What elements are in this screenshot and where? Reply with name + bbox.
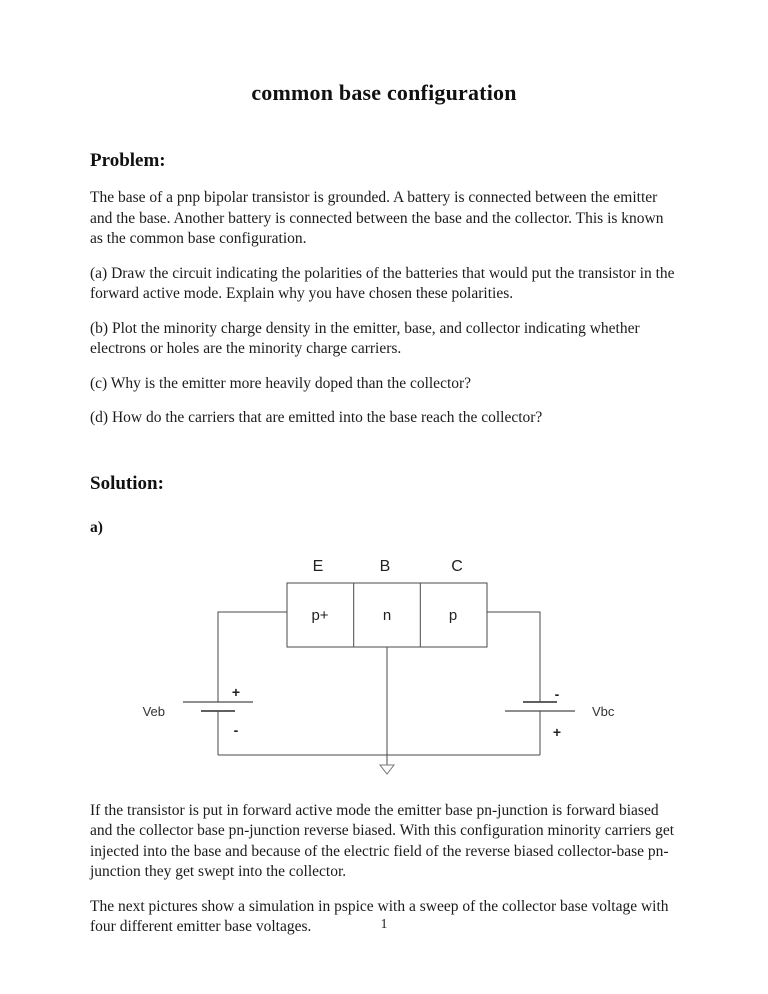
problem-intro: The base of a pnp bipolar transistor is grounded. A battery is connected between the emitter and the base. Another battery is connected between the base and the collector. This is known as the common base configuration. xyxy=(90,189,664,247)
right-battery-label: Vbc xyxy=(592,703,615,719)
problem-part-b: (b) Plot the minority charge density in the emitter, base, and collector indicating whether electrons or holes are the minority charge carriers. xyxy=(90,319,640,357)
solution-heading: Solution: xyxy=(90,472,164,494)
left-battery-label: Veb xyxy=(142,703,165,719)
page-number: 1 xyxy=(380,916,388,931)
problem-part-c: (c) Why is the emitter more heavily doped than the collector? xyxy=(90,374,472,392)
solution-part-a-label: a) xyxy=(90,518,103,536)
terminal-label-emitter: E xyxy=(312,557,324,575)
document-title: common base configuration xyxy=(251,80,517,105)
terminal-label-collector: C xyxy=(451,557,463,575)
region-label-base: n xyxy=(382,606,392,624)
emitter-wire xyxy=(218,612,287,702)
region-label-collector: p xyxy=(448,606,458,624)
solution-explanation: If the transistor is put in forward active mode the emitter base pn-junction is forward biased and the collector base pn-junction reverse biased. With this configuration minority carriers get injected into the base and because of the electric field of the reverse biased collector-base pn-junction they get swept into the collector. xyxy=(90,801,675,880)
problem-heading: Problem: xyxy=(90,150,166,171)
circuit-diagram xyxy=(0,545,768,785)
terminal-label-base: B xyxy=(379,557,391,575)
circuit-diagram-svg xyxy=(0,545,768,785)
right-battery-plus-sign: + xyxy=(552,723,562,740)
solution-next-pictures: The next pictures show a simulation in pspice with a sweep of the collector base voltage with four different emitter base voltages. xyxy=(90,897,669,935)
region-label-emitter: p+ xyxy=(311,606,329,624)
left-battery-plus-sign: + xyxy=(231,683,241,700)
problem-part-d: (d) How do the carriers that are emitted into the base reach the collector? xyxy=(90,409,543,426)
left-battery-minus-sign: - xyxy=(233,721,239,738)
collector-wire xyxy=(487,612,540,702)
problem-part-a: (a) Draw the circuit indicating the polarities of the batteries that would put the transistor in the forward active mode. Explain why you have chosen these polarities. xyxy=(90,264,675,302)
right-battery-minus-sign: - xyxy=(554,685,560,702)
ground-icon xyxy=(380,765,394,774)
